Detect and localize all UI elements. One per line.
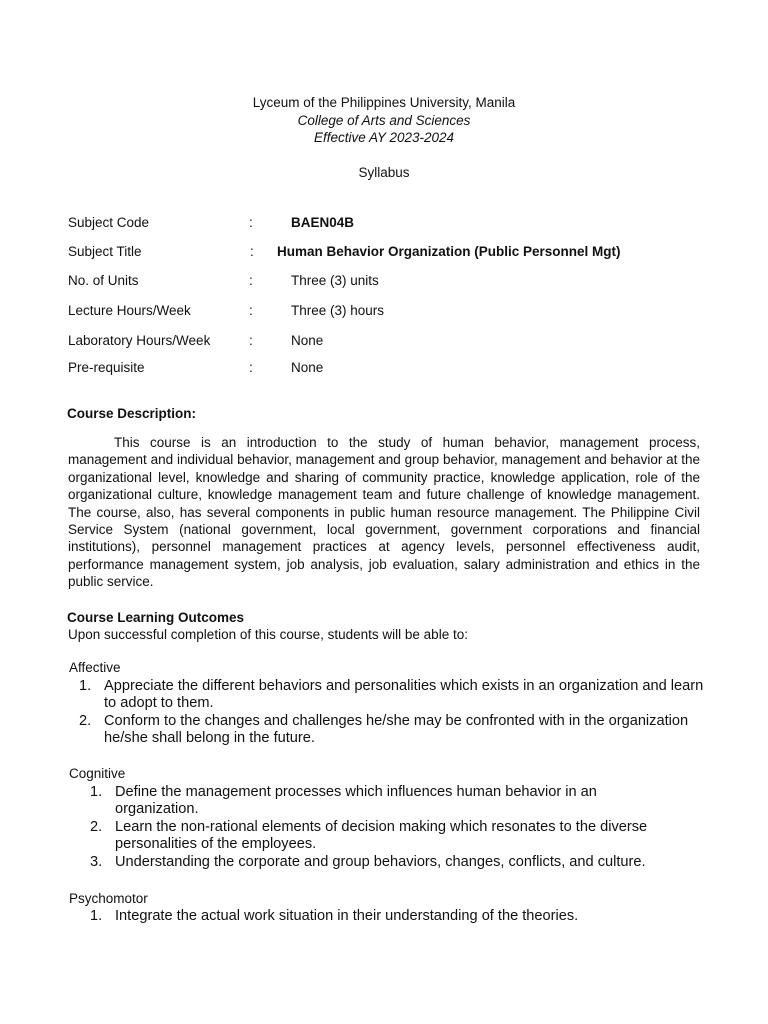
info-row-subject-code <box>68 215 748 233</box>
info-value: Three (3) units <box>291 273 379 288</box>
info-label: Subject Code <box>68 215 150 230</box>
list-item <box>79 678 704 713</box>
course-description-text <box>68 434 700 591</box>
info-value: BAEN04B <box>291 215 355 230</box>
course-description-title: Course Description: <box>67 406 197 421</box>
course-description-body: This course is an introduction to the study of human behavior, management process, management and individual behavior, management and group behavior, management and behavior at the organizational level, knowledge and sharing of community practice, knowledge application, role of the organizational culture, knowledge management team and future challenge of knowledge management. The course, also, has several components in public human resource management. The Philippine Civil Service System (national government, local government, government corporations and financial institutions), personnel management practices at agency levels, personnel effectiveness audit, performance management system, job analysis, job evaluation, salary administration and ethics in the public service. <box>68 435 700 590</box>
list-number: 2. <box>79 712 92 729</box>
info-row-lecture-hours <box>68 303 748 321</box>
info-colon: : <box>249 273 253 288</box>
list-item <box>90 818 695 854</box>
info-row-subject-title <box>68 244 748 262</box>
psychomotor-list <box>90 908 695 925</box>
info-row-units <box>68 273 748 291</box>
university-name: Lyceum of the Philippines University, Manila <box>252 95 516 110</box>
document-header <box>0 94 768 147</box>
list-item <box>79 712 704 748</box>
document-type: Syllabus <box>358 165 410 180</box>
info-label: Lecture Hours/Week <box>68 303 191 318</box>
list-text: Learn the non-rational elements of decision making which resonates to the diverse personalities of the employees. <box>115 818 648 853</box>
info-colon: : <box>250 244 254 259</box>
info-colon: : <box>249 333 253 348</box>
info-value: Human Behavior Organization (Public Personnel Mgt) <box>277 244 621 259</box>
info-label: No. of Units <box>68 273 139 288</box>
list-number: 1. <box>90 908 103 924</box>
info-label: Pre-requisite <box>68 360 145 375</box>
list-text: Define the management processes which influences human behavior in an organization. <box>115 784 597 818</box>
info-row-lab-hours <box>68 333 748 351</box>
info-colon: : <box>249 215 253 230</box>
affective-list <box>79 678 704 748</box>
list-text: Conform to the changes and challenges he/she may be confronted with in the organization he/she shall belong in the future. <box>104 712 689 747</box>
list-text: Integrate the actual work situation in their understanding of the theories. <box>115 908 579 924</box>
list-item <box>90 784 695 819</box>
info-label: Laboratory Hours/Week <box>68 333 211 348</box>
psychomotor-label: Psychomotor <box>69 891 148 906</box>
info-label: Subject Title <box>68 244 142 259</box>
college-name: College of Arts and Sciences <box>297 112 471 128</box>
info-row-prerequisite <box>68 360 748 378</box>
list-number: 1. <box>79 678 92 694</box>
info-value: None <box>291 360 324 375</box>
list-number: 2. <box>90 818 103 835</box>
info-value: None <box>291 333 324 348</box>
affective-label: Affective <box>69 660 121 675</box>
learning-outcomes-title: Course Learning Outcomes <box>67 610 245 625</box>
list-number: 3. <box>90 853 103 870</box>
list-item <box>90 853 695 871</box>
info-colon: : <box>249 303 253 318</box>
effective-year: Effective AY 2023-2024 <box>313 130 455 145</box>
list-text: Understanding the corporate and group behaviors, changes, conflicts, and culture. <box>115 853 646 870</box>
cognitive-list <box>90 784 695 871</box>
info-value: Three (3) hours <box>291 303 385 318</box>
learning-outcomes-intro: Upon successful completion of this course, students will be able to: <box>68 627 468 642</box>
cognitive-label: Cognitive <box>69 766 126 781</box>
list-item <box>90 908 695 925</box>
info-colon: : <box>249 360 253 375</box>
list-number: 1. <box>90 784 103 800</box>
list-text: Appreciate the different behaviors and personalities which exists in an organization and learn to adopt to them. <box>104 678 704 712</box>
